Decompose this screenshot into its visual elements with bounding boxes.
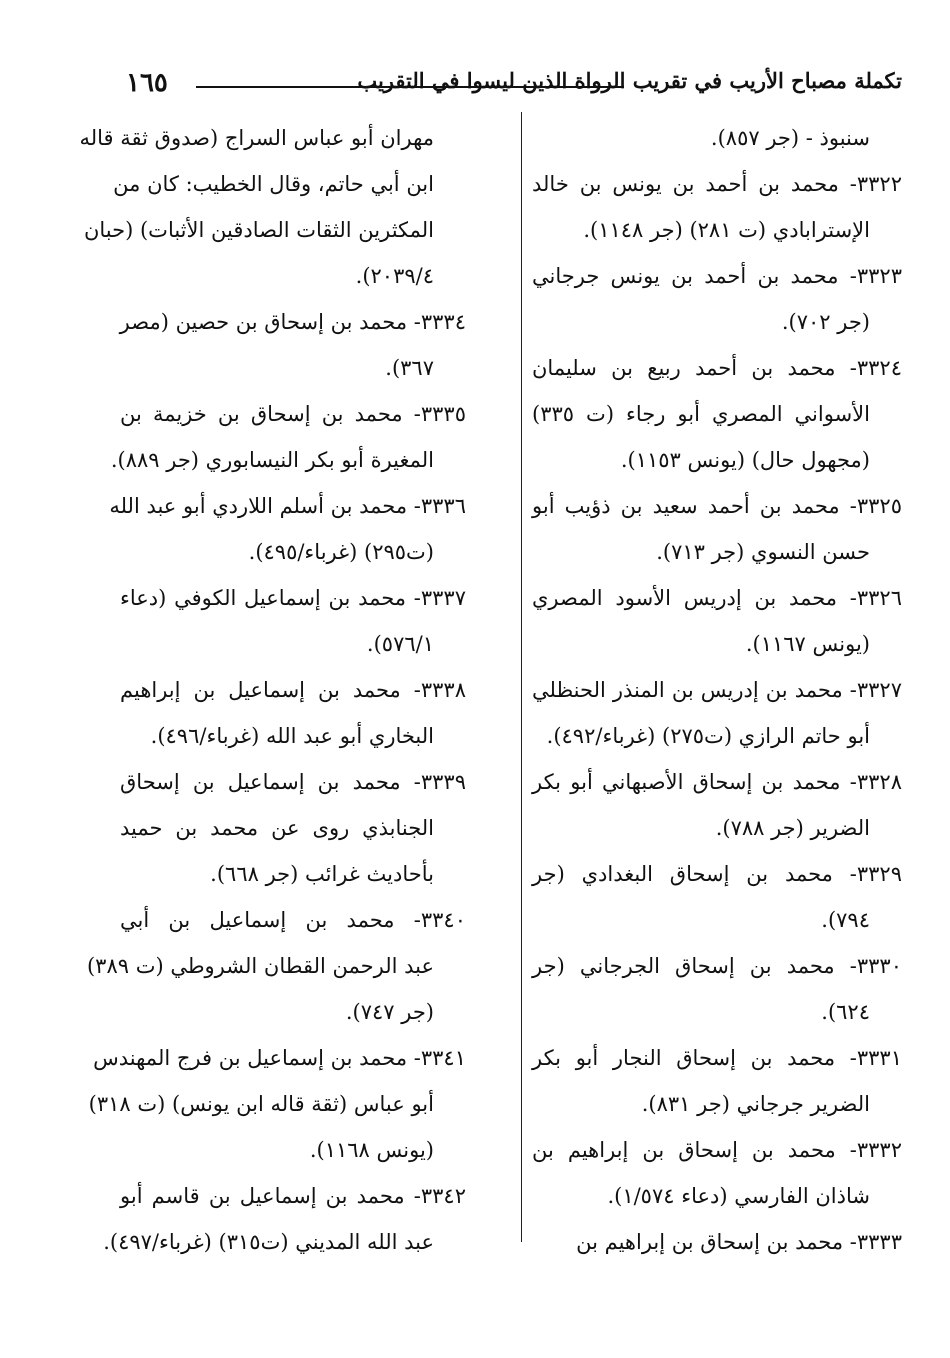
text-line: ٣٣٣٢- محمد بن إسحاق بن إبراهيم بن: [532, 1138, 902, 1162]
column-divider: [521, 112, 522, 1242]
text-line: ٣٣٣٧- محمد بن إسماعيل الكوفي (دعاء: [120, 586, 466, 610]
text-line: ٣٣٢٢- محمد بن أحمد بن يونس بن خالد: [532, 172, 902, 196]
text-line: (جر ٧٠٢).: [781, 310, 870, 334]
text-line: الإسترابادي (ت ٢٨١) (جر ١١٤٨).: [583, 218, 870, 242]
text-line: ٣٣٣٥- محمد بن إسحاق بن خزيمة بن: [120, 402, 466, 426]
page-number: ١٦٥: [126, 68, 168, 98]
text-line: ٣٣٣٠- محمد بن إسحاق الجرجاني (جر: [532, 954, 902, 978]
text-line: ٣٣٤٢- محمد بن إسماعيل بن قاسم أبو: [120, 1184, 466, 1208]
text-line: ٣٣٢٩- محمد بن إسحاق البغدادي (جر: [532, 862, 902, 886]
text-line: ابن أبي حاتم، وقال الخطيب: كان من: [113, 172, 434, 196]
text-line: ٣٣٣٣- محمد بن إسحاق بن إبراهيم بن: [576, 1230, 902, 1254]
text-line: الأسواني المصري أبو رجاء (ت ٣٣٥): [532, 402, 870, 426]
text-line: ٣٣٣٦- محمد بن أسلم اللاردي أبو عبد الله: [109, 494, 466, 518]
text-line: (جر ٧٤٧).: [345, 1000, 434, 1024]
text-line: ٣٣٢٦- محمد بن إدريس الأسود المصري: [532, 586, 902, 610]
running-title: تكملة مصباح الأريب في تقريب الرواة الذين ليسوا في التقريب: [357, 68, 902, 93]
left-column: [79, 115, 466, 1265]
text-line: أبو حاتم الرازي (ت٢٧٥) (غرباء/٤٩٢).: [546, 724, 870, 748]
text-line: (يونس ١١٦٨).: [309, 1138, 434, 1162]
text-line: الضرير (جر ٧٨٨).: [715, 816, 870, 840]
text-line: ٣٣٢٨- محمد بن إسحاق الأصبهاني أبو بكر: [532, 770, 902, 794]
text-line: المغيرة أبو بكر النيسابوري (جر ٨٨٩).: [110, 448, 434, 472]
text-line: ٣٦٧).: [385, 356, 434, 380]
text-line: أبو عباس (ثقة قاله ابن يونس) (ت ٣١٨): [88, 1092, 434, 1116]
text-line: بأحاديث غرائب (جر ٦٦٨).: [210, 862, 434, 886]
text-line: ٢٠٣٩/٤).: [355, 264, 434, 288]
text-line: (يونس ١١٦٧).: [745, 632, 870, 656]
text-line: ٣٣٣١- محمد بن إسحاق النجار أبو بكر: [532, 1046, 902, 1070]
text-line: الضرير جرجاني (جر ٨٣١).: [641, 1092, 870, 1116]
text-line: ٧٩٤).: [821, 908, 870, 932]
text-line: ٣٣٤٠- محمد بن إسماعيل بن أبي: [120, 908, 466, 932]
text-line: (ت٢٩٥) (غرباء/٤٩٥).: [248, 540, 434, 564]
text-line: الجنابذي روى عن محمد بن حميد: [120, 816, 434, 840]
text-line: ٦٢٤).: [821, 1000, 870, 1024]
text-line: عبد الرحمن القطان الشروطي (ت ٣٨٩): [86, 954, 434, 978]
text-line: ٣٣٤١- محمد بن إسماعيل بن فرج المهندس: [93, 1046, 466, 1070]
text-line: ٣٣٢٣- محمد بن أحمد بن يونس جرجاني: [532, 264, 902, 288]
text-line: ٣٣٢٤- محمد بن أحمد ربيع بن سليمان: [532, 356, 902, 380]
text-line: حسن النسوي (جر ٧١٣).: [656, 540, 870, 564]
text-line: ٣٣٣٨- محمد بن إسماعيل بن إبراهيم: [120, 678, 466, 702]
text-line: ٣٣٢٧- محمد بن إدريس بن المنذر الحنظلي: [532, 678, 902, 702]
text-line: ٥٧٦/١).: [366, 632, 434, 656]
text-line: المكثرين الثقات الصادقين الأثبات) (حبان: [83, 218, 434, 242]
text-line: ٣٣٢٥- محمد بن أحمد سعيد بن ذؤيب أبو: [532, 494, 902, 518]
text-line: ٣٣٣٤- محمد بن إسحاق بن حصين (مصر: [119, 310, 466, 334]
text-line: عبد الله المديني (ت٣١٥) (غرباء/٤٩٧).: [103, 1230, 434, 1254]
text-line: (مجهول حال) (يونس ١١٥٣).: [620, 448, 870, 472]
text-line: مهران أبو عباس السراج (صدوق ثقة قاله: [79, 126, 434, 150]
page-header: [126, 68, 902, 104]
text-line: سنبوذ - (جر ٨٥٧).: [710, 126, 870, 150]
right-column: [532, 115, 902, 1265]
text-line: البخاري أبو عبد الله (غرباء/٤٩٦).: [150, 724, 434, 748]
text-line: ٣٣٣٩- محمد بن إسماعيل بن إسحاق: [120, 770, 466, 794]
text-line: شاذان الفارسي (دعاء ١/٥٧٤).: [607, 1184, 870, 1208]
